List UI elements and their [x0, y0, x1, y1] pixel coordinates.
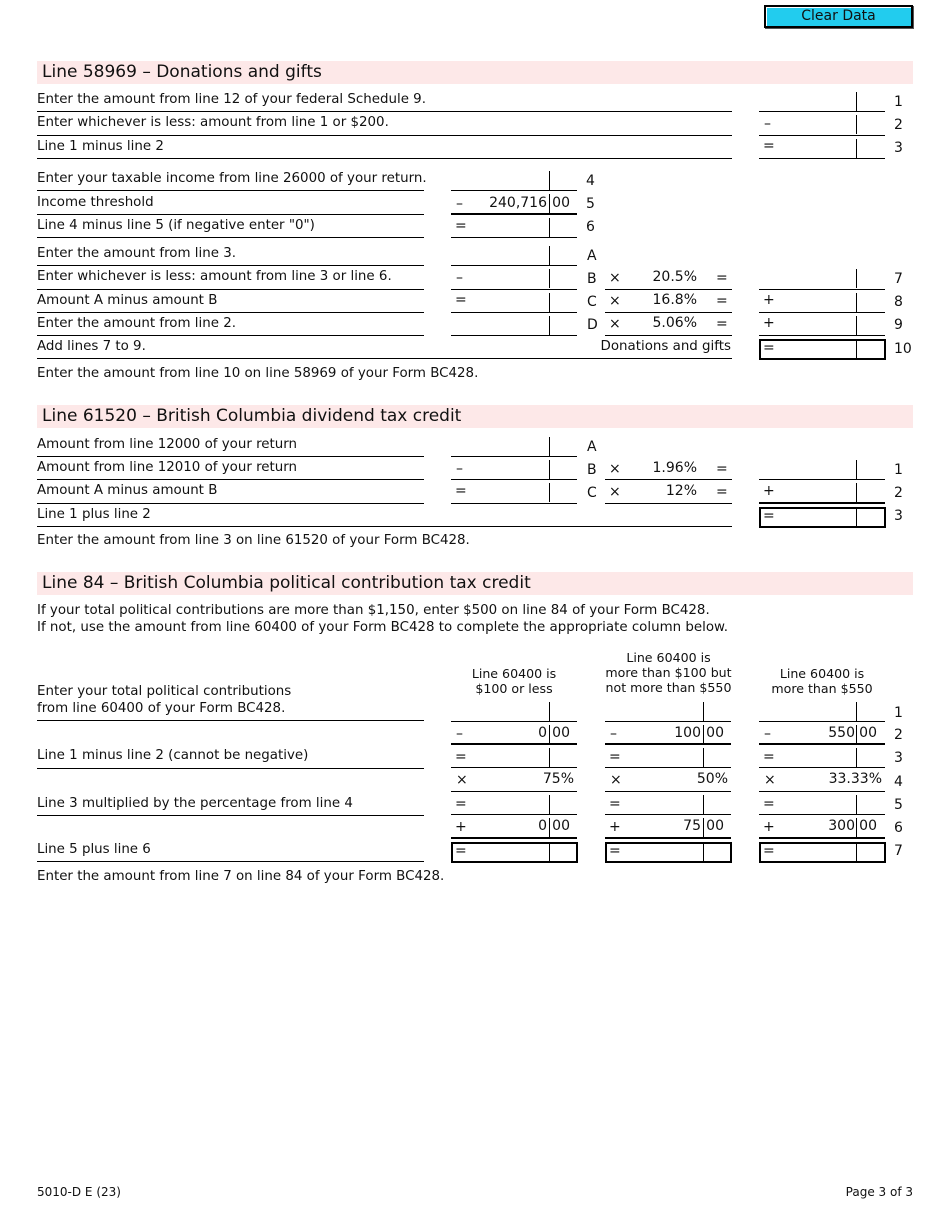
s1-line4-input[interactable]: [451, 171, 577, 190]
s3-c1-line2: 0: [538, 725, 547, 741]
s3-line7-label: Line 5 plus line 6: [37, 842, 151, 857]
s3-col3-header: Line 60400 is more than $550: [771, 666, 873, 696]
s1-lineC-input[interactable]: [451, 293, 577, 312]
s3-intro-1: If your total political contributions are more than $1,150, enter $500 on line 84 of your Form BC428.: [37, 603, 710, 618]
s3-c1-line2-cents: 00: [552, 725, 570, 741]
s1-line8-input[interactable]: [759, 293, 885, 312]
s1-lineD-label: Enter the amount from line 2.: [37, 316, 236, 331]
s2-line2-input[interactable]: [759, 483, 885, 502]
s2-lineB-input[interactable]: [451, 460, 577, 479]
section-title-donations: Line 58969 – Donations and gifts: [37, 61, 913, 84]
s3-c2-line1-input[interactable]: [605, 702, 731, 721]
s3-c2-line6: 75: [683, 818, 701, 834]
s3-c1-pct: 75%: [542, 771, 574, 787]
s1-lineC-label: Amount A minus amount B: [37, 293, 218, 308]
s3-line3-label: Line 1 minus line 2 (cannot be negative): [37, 748, 309, 763]
s1-line6-input[interactable]: [451, 218, 577, 237]
s3-c3-pct: 33.33%: [828, 771, 882, 787]
s3-c2-line2: 100: [674, 725, 701, 741]
s1-lineD-input[interactable]: [451, 316, 577, 335]
s2-note: Enter the amount from line 3 on line 61520 of your Form BC428.: [37, 533, 470, 548]
income-threshold-cents: 00: [552, 195, 570, 211]
s1-line3-label: Line 1 minus line 2: [37, 139, 164, 154]
s1-rate-b: 20.5%: [652, 269, 697, 285]
s3-c3-line6: 300: [828, 818, 855, 834]
s1-lineA-label: Enter the amount from line 3.: [37, 246, 236, 261]
s2-rate-c: 12%: [665, 483, 697, 499]
s3-note: Enter the amount from line 7 on line 84 of your Form BC428.: [37, 869, 445, 884]
s2-line3-label: Line 1 plus line 2: [37, 507, 151, 522]
s1-lineB-label: Enter whichever is less: amount from line 3 or line 6.: [37, 269, 392, 284]
s1-note: Enter the amount from line 10 on line 58969 of your Form BC428.: [37, 366, 479, 381]
s3-line5-label: Line 3 multiplied by the percentage from line 4: [37, 796, 353, 811]
page-number: Page 3 of 3: [845, 1185, 913, 1199]
s1-line4-label: Enter your taxable income from line 26000 of your return.: [37, 171, 427, 186]
s1-line10-box[interactable]: [759, 339, 886, 360]
s3-c3-line5-input[interactable]: [759, 795, 885, 814]
s3-c1-line3-input[interactable]: [451, 748, 577, 767]
s1-line7-input[interactable]: [759, 269, 885, 288]
s2-lineA-input[interactable]: [451, 437, 577, 456]
s3-line1-label-a: Enter your total political contributions: [37, 684, 292, 699]
s1-lineA-input[interactable]: [451, 246, 577, 265]
income-threshold-value: 240,716: [489, 195, 547, 211]
s1-rate-d: 5.06%: [652, 315, 697, 331]
s3-c3-line7-box[interactable]: [759, 842, 886, 863]
s1-line5-label: Income threshold: [37, 195, 154, 210]
s3-c1-line6-cents: 00: [552, 818, 570, 834]
s1-line10-label: Add lines 7 to 9.: [37, 339, 146, 354]
s2-lineC-input[interactable]: [451, 483, 577, 502]
s1-line6-label: Line 4 minus line 5 (if negative enter "0"): [37, 218, 315, 233]
s1-rate-c: 16.8%: [652, 292, 697, 308]
s3-c3-line3-input[interactable]: [759, 748, 885, 767]
s1-total-label: Donations and gifts: [600, 339, 731, 354]
s3-c3-line6-cents: 00: [859, 818, 877, 834]
s3-c2-line7-box[interactable]: [605, 842, 732, 863]
s3-c3-line1-input[interactable]: [759, 702, 885, 721]
s3-c2-line3-input[interactable]: [605, 748, 731, 767]
s2-rate-b: 1.96%: [652, 460, 697, 476]
s3-col2-header: Line 60400 is more than $100 but not more than $550: [605, 650, 732, 695]
s1-line2-input[interactable]: [759, 115, 885, 134]
s3-line1-label-b: from line 60400 of your Form BC428.: [37, 701, 286, 716]
s3-c1-line6: 0: [538, 818, 547, 834]
s1-line1-label: Enter the amount from line 12 of your federal Schedule 9.: [37, 92, 426, 107]
s3-c1-line1-input[interactable]: [451, 702, 577, 721]
s2-lineA-label: Amount from line 12000 of your return: [37, 437, 298, 452]
s3-c1-line5-input[interactable]: [451, 795, 577, 814]
s3-c2-line6-cents: 00: [706, 818, 724, 834]
s1-line2-label: Enter whichever is less: amount from line 1 or $200.: [37, 115, 389, 130]
s3-c1-line7-box[interactable]: [451, 842, 578, 863]
s3-c2-line5-input[interactable]: [605, 795, 731, 814]
section-title-dividend: Line 61520 – British Columbia dividend tax credit: [37, 405, 913, 428]
s1-line1-input[interactable]: [759, 92, 885, 111]
clear-data-button[interactable]: Clear Data: [764, 5, 913, 28]
s1-line3-input[interactable]: [759, 139, 885, 158]
s3-intro-2: If not, use the amount from line 60400 of your Form BC428 to complete the appropriate column below.: [37, 620, 729, 635]
section-title-political: Line 84 – British Columbia political contribution tax credit: [37, 572, 913, 595]
s2-lineB-label: Amount from line 12010 of your return: [37, 460, 298, 475]
form-id: 5010-D E (23): [37, 1185, 121, 1199]
s2-lineC-label: Amount A minus amount B: [37, 483, 218, 498]
s1-line9-input[interactable]: [759, 316, 885, 335]
s3-c2-line2-cents: 00: [706, 725, 724, 741]
s1-lineB-input[interactable]: [451, 269, 577, 288]
s3-c2-pct: 50%: [696, 771, 728, 787]
s2-line1-input[interactable]: [759, 460, 885, 479]
s2-line3-box[interactable]: [759, 507, 886, 528]
s3-c3-line2: 550: [828, 725, 855, 741]
s3-col1-header: Line 60400 is $100 or less: [471, 666, 557, 696]
s3-c3-line2-cents: 00: [859, 725, 877, 741]
